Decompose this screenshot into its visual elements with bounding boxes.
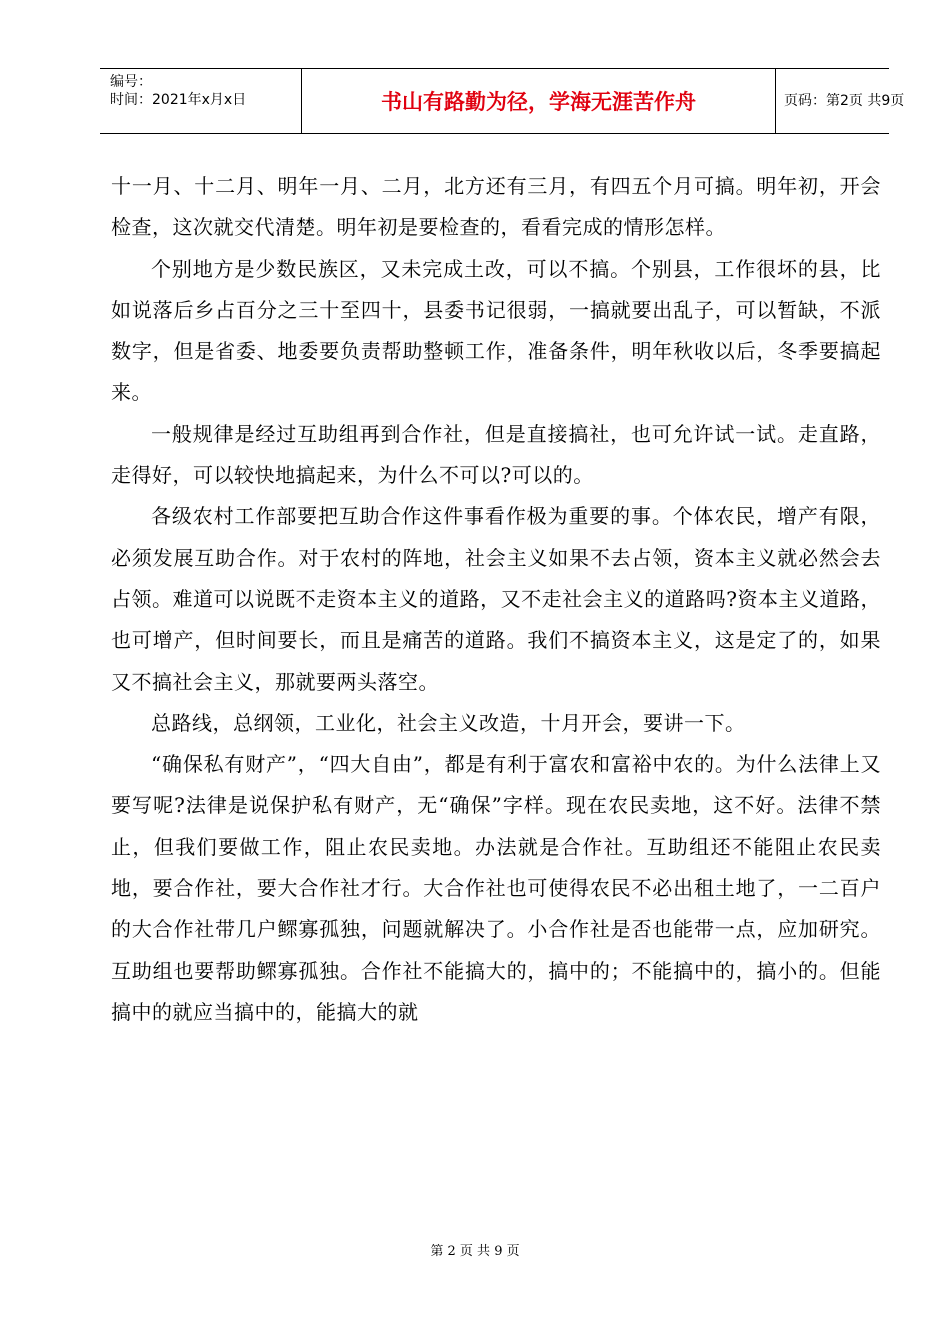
paragraph-1: 十一月、十二月、明年一月、二月，北方还有三月，有四五个月可搞。明年初，开会检查，这次就交代清楚。明年初是要检查的，看看完成的情形怎样。: [111, 174, 881, 240]
paragraph-2: 个别地方是少数民族区，又未完成土改，可以不搞。个别县，工作很坏的县，比如说落后乡占百分之三十至四十，县委书记很弱，一搞就要出乱子，可以暂缺，不派数字，但是省委、地委要负责帮助整顿工作，准备条件，明年秋收以后，冬季要搞起来。: [111, 256, 881, 405]
document-body: [111, 166, 881, 1033]
time-label: 时间：2021年x月x日: [110, 92, 247, 108]
header-page-cell: [776, 69, 905, 133]
motto-text: 书山有路勤为径，学海无涯苦作舟: [381, 89, 696, 114]
header-meta-cell: [100, 69, 302, 133]
number-label: 编号：: [110, 74, 152, 90]
page-header: [100, 68, 905, 134]
header-motto-cell: [302, 69, 776, 133]
page-info: 页码：第2页 共9页: [784, 93, 905, 109]
paragraph-4: 各级农村工作部要把互助合作这件事看作极为重要的事。个体农民，增产有限，必须发展互助合作。对于农村的阵地，社会主义如果不去占领，资本主义就必然会去占领。难道可以说既不走资本主义的道路，又不走社会主义的道路吗?资本主义道路，也可增产，但时间要长，而且是痛苦的道路。我们不搞资本主义，这是定了的，如果又不搞社会主义，那就要两头落空。: [111, 504, 881, 694]
paragraph-6: “确保私有财产”，“四大自由”，都是有利于富农和富裕中农的。为什么法律上又要写呢?法律是说保护私有财产，无“确保”字样。现在农民卖地，这不好。法律不禁止，但我们要做工作，阻止农民卖地。办法就是合作社。互助组还不能阻止农民卖地，要合作社，要大合作社才行。大合作社也可使得农民不必出租土地了，一二百户的大合作社带几户鳏寡孤独，问题就解决了。小合作社是否也能带一点，应加研究。互助组也要帮助鳏寡孤独。合作社不能搞大的，搞中的；不能搞中的，搞小的。但能搞中的就应当搞中的，能搞大的就: [111, 752, 881, 1024]
paragraph-5: 总路线，总纲领，工业化，社会主义改造，十月开会，要讲一下。: [151, 710, 746, 735]
page-footer: 第 2 页 共 9 页: [430, 1244, 520, 1259]
paragraph-3: 一般规律是经过互助组再到合作社，但是直接搞社，也可允许试一试。走直路，走得好，可以较快地搞起来，为什么不可以?可以的。: [111, 421, 881, 488]
